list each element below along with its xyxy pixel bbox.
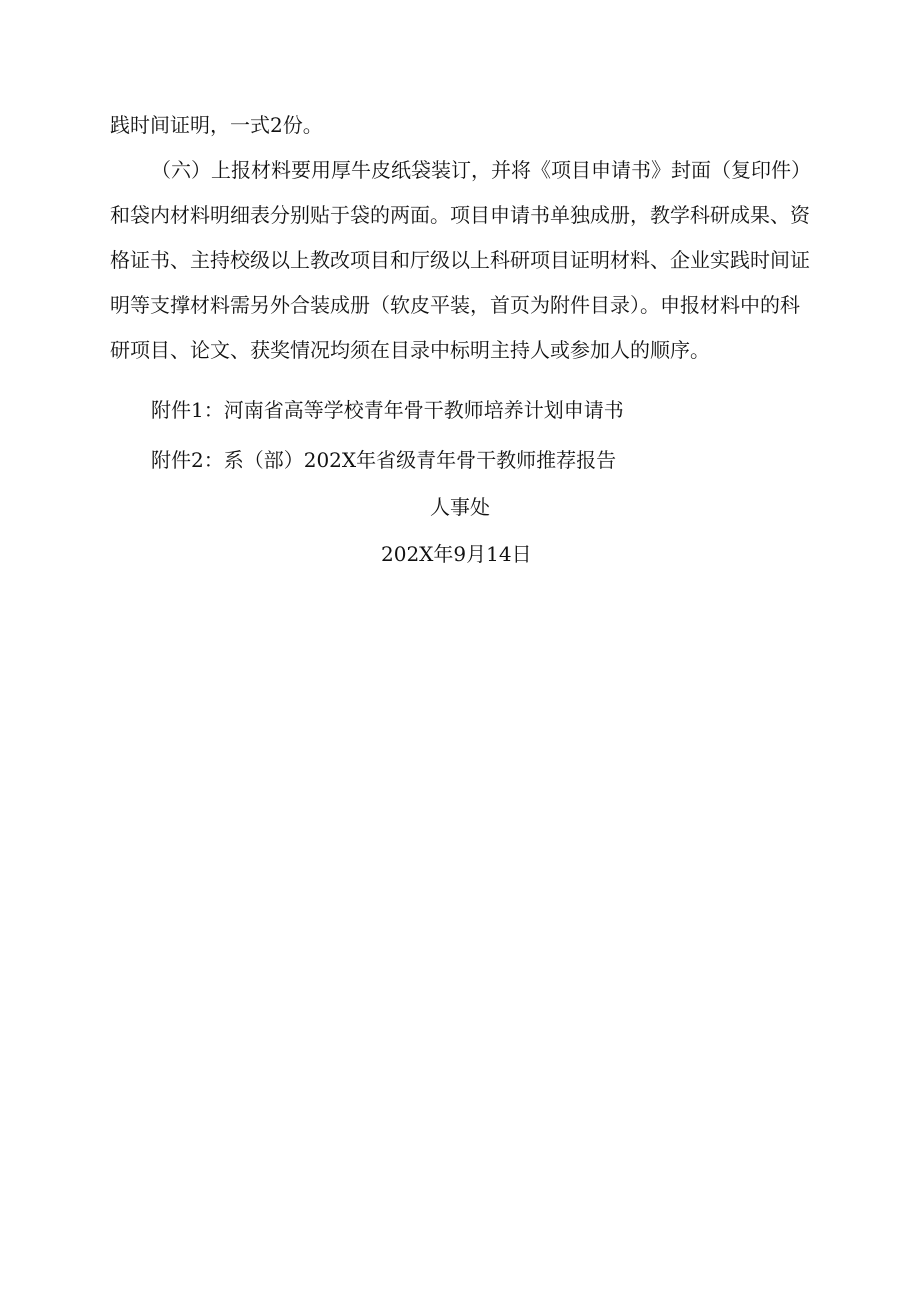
paragraph-line-3: 和袋内材料明细表分别贴于袋的两面。项目申请书单独成册，教学科研成果、资 (110, 203, 810, 227)
signature-date: 202X年9月14日 (381, 542, 532, 566)
attachment-2: 附件2：系（部）202X年省级青年骨干教师推荐报告 (151, 448, 617, 472)
signature-department: 人事处 (430, 495, 490, 519)
paragraph-line-6: 研项目、论文、获奖情况均须在目录中标明主持人或参加人的顺序。 (110, 338, 710, 362)
paragraph-line-1: 践时间证明，一式2份。 (110, 113, 323, 137)
paragraph-line-4: 格证书、主持校级以上教改项目和厅级以上科研项目证明材料、企业实践时间证 (110, 248, 810, 272)
paragraph-line-5: 明等支撑材料需另外合装成册（软皮平装，首页为附件目录）。申报材料中的科 (110, 293, 800, 317)
paragraph-line-2: （六）上报材料要用厚牛皮纸袋装订，并将《项目申请书》封面（复印件） (151, 158, 811, 182)
attachment-1: 附件1：河南省高等学校青年骨干教师培养计划申请书 (151, 398, 624, 422)
